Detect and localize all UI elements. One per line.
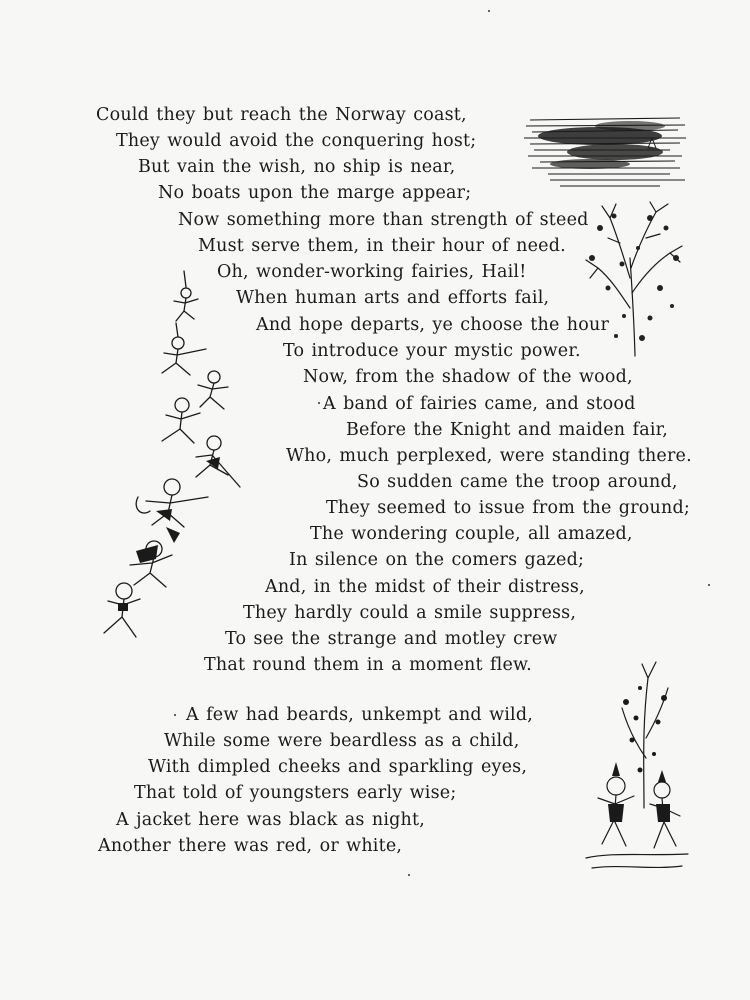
paper-speck	[174, 714, 176, 716]
paper-speck	[488, 10, 490, 12]
verse-line: In silence on the comers gazed;	[289, 550, 585, 570]
verse-line: That told of youngsters early wise;	[134, 783, 457, 803]
verse-line: While some were beardless as a child,	[164, 731, 520, 751]
verse-line: Now, from the shadow of the wood,	[303, 367, 633, 387]
verse-line: A few had beards, unkempt and wild,	[186, 705, 534, 725]
verse-line: So sudden came the troop around,	[357, 472, 678, 492]
verse-line: Must serve them, in their hour of need.	[198, 236, 566, 256]
verse-line: Another there was red, or white,	[98, 836, 403, 856]
seascape-illustration	[520, 108, 690, 193]
verse-line: When human arts and efforts fail,	[236, 288, 550, 308]
verse-line: To see the strange and motley crew	[225, 629, 558, 649]
verse-line: Who, much perplexed, were standing there.	[286, 446, 692, 466]
verse-line: Now something more than strength of steed	[178, 210, 589, 230]
verse-line: The wondering couple, all amazed,	[310, 524, 633, 544]
paper-speck	[318, 402, 320, 404]
verse-line: A jacket here was black as night,	[116, 810, 425, 830]
fairy-pair-under-tree-illustration	[582, 658, 692, 878]
verse-line: To introduce your mystic power.	[283, 341, 581, 361]
verse-line: That round them in a moment flew.	[204, 655, 532, 675]
tree-illustration	[580, 198, 690, 358]
verse-line: They seemed to issue from the ground;	[326, 498, 690, 518]
verse-line: A band of fairies came, and stood	[323, 394, 636, 414]
verse-line: And, in the midst of their distress,	[265, 577, 585, 597]
verse-line: Oh, wonder-working fairies, Hail!	[217, 262, 527, 282]
verse-line: With dimpled cheeks and sparkling eyes,	[148, 757, 528, 777]
verse-line: Before the Knight and maiden fair,	[346, 420, 669, 440]
verse-line: But vain the wish, no ship is near,	[138, 157, 456, 177]
verse-line: Could they but reach the Norway coast,	[96, 105, 467, 125]
fairy-procession-illustration	[96, 265, 246, 650]
verse-line: And hope departs, ye choose the hour	[256, 315, 610, 335]
paper-speck	[708, 584, 710, 586]
verse-line: No boats upon the marge appear;	[158, 183, 472, 203]
paper-speck	[408, 874, 410, 876]
verse-line: They hardly could a smile suppress,	[243, 603, 577, 623]
verse-line: They would avoid the conquering host;	[116, 131, 477, 151]
